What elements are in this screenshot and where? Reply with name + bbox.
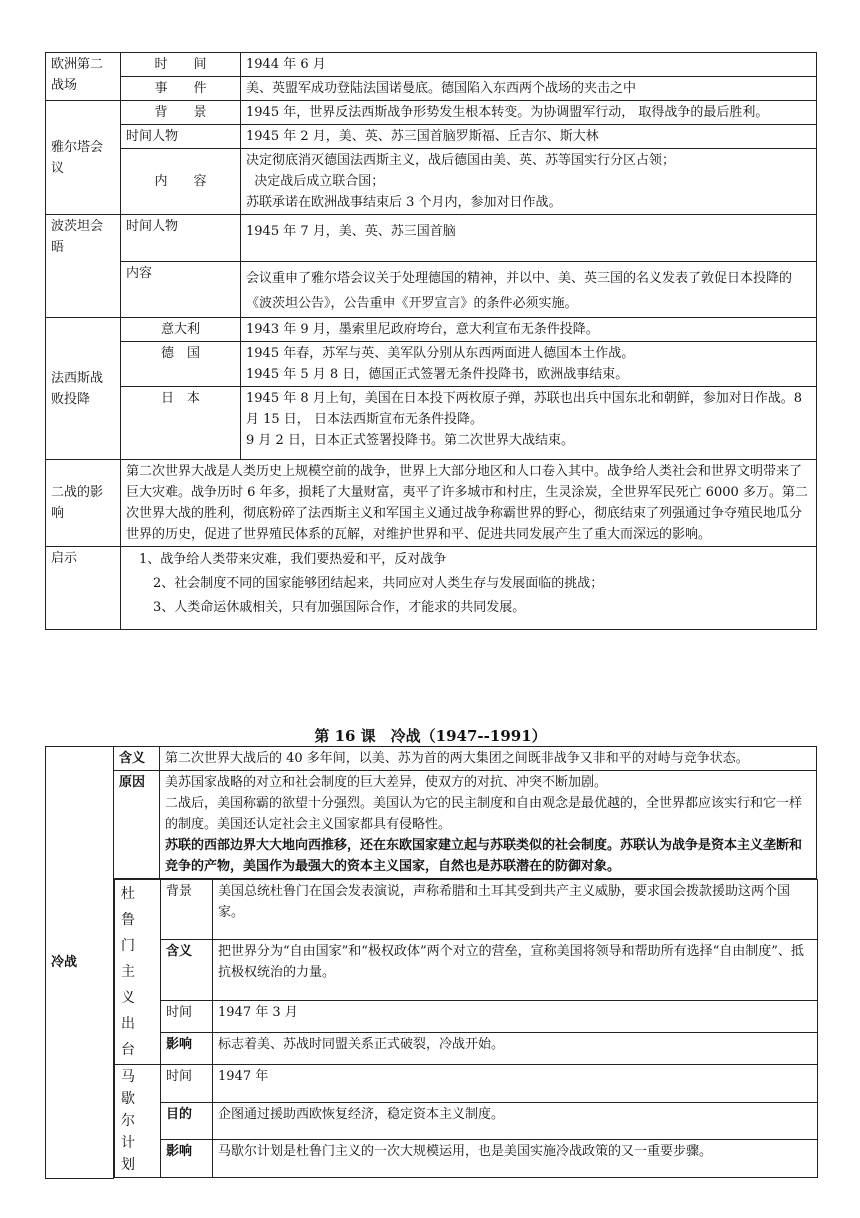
cell-label: 含义 [161, 940, 213, 1000]
text-line: 1、战争给人类带来灾难，我们要热爱和平，反对战争 [139, 552, 447, 567]
table-row [115, 1140, 818, 1178]
text-line: 1945 年 8 月上旬，美国在日本投下两枚原子弹，苏联也出兵中国东北和朝鲜，参加对日作战。8 月 15 日， 日本法西斯宣布无条件投降。 [246, 391, 803, 427]
text-line: 1945 年春，苏军与英、美军队分别从东西两面进人德国本土作战。 [246, 346, 635, 361]
table-row [115, 880, 818, 940]
table-row [46, 149, 817, 215]
table-row [46, 101, 817, 125]
text-line-bold: 苏联的西部边界大大地向西推移，还在东欧国家建立起与苏联类似的社会制度。苏联认为战争是资本主义垄断和竞争的产物，美国作为最强大的资本主义国家，自然也是苏联潜在的防御对象。 [165, 838, 803, 874]
text-line: 1945 年 5 月 8 日，德国正式签署无条件投降书，欧洲战事结束。 [246, 367, 629, 382]
table-row [46, 53, 817, 77]
cell-text [241, 387, 817, 460]
table-row [46, 879, 817, 1179]
text-line: 苏联承诺在欧洲战事结束后 3 个月内，参加对日作战。 [246, 195, 562, 210]
yalta-label: 雅尔塔会议 [46, 101, 121, 215]
cell-text: 会议重申了雅尔塔会议关于处理德国的精神，并以中、美、英三国的名义发表了敦促日本投降的《波茨坦公告》，公告重申《开罗宣言》的条件必须实施。 [241, 262, 817, 318]
cell-label: 时间 [161, 1000, 213, 1032]
truman-label: 杜鲁门主义出台 [115, 880, 161, 1065]
table-row [46, 262, 817, 318]
potsdam-label: 波茨坦会晤 [46, 215, 121, 318]
cell-text: 马歇尔计划是杜鲁门主义的一次大规模运用，也是美国实施冷战政策的又一重要步骤。 [213, 1140, 818, 1178]
text-line: 决定彻底消灭德国法西斯主义，战后德国由美、英、苏等国实行分区占领； [246, 153, 676, 168]
table-row [46, 77, 817, 101]
text-line: 3、人类命运休戚相关，只有加强国际合作，才能求的共同发展。 [153, 600, 526, 615]
cell-label: 时 间 [121, 53, 241, 77]
sub-table [114, 879, 818, 1178]
cell-label: 日 本 [121, 387, 241, 460]
text-line: 二战后，美国称霸的欲望十分强烈。美国认为它的民主制度和自由观念是最优越的，全世界都应该实行和它一样的制度。美国还认定社会主义国家都具有侵略性。 [165, 796, 803, 832]
impact-text: 第二次世界大战是人类历史上规模空前的战争，世界上大部分地区和人口卷入其中。战争给人类社会和世界文明带来了巨大灾难。战争历时 6 年多，损耗了大量财富，夷平了许多城市和村庄，生灵涂炭，全世界军民死亡 6000 多万。第二次世界大战的胜利，彻底粉碎了法西斯主义和军国主义通过战争称霸世界的野心，彻底结束了列强通过争夺殖民地瓜分世界的历史，促进了世界殖民体系的瓦解，对维护世界和平、促进共同发展产生了重大而深远的影响。 [121, 460, 817, 547]
cell-text: 美国总统杜鲁门在国会发表演说，声称希腊和土耳其受到共产主义威胁，要求国会拨款援助这两个国家。 [213, 880, 818, 940]
impact-label: 二战的影响 [46, 460, 121, 547]
cell-text: 标志着美、苏战时同盟关系正式破裂，冷战开始。 [213, 1032, 818, 1064]
table-row [46, 342, 817, 387]
fascist-defeat-label: 法西斯战败投降 [46, 318, 121, 460]
table-row [46, 747, 817, 771]
table-row [115, 940, 818, 1000]
cell-text: 美、英盟军成功登陆法国诺曼底。德国陷入东西两个战场的夹击之中 [241, 77, 817, 101]
cell-text: 第二次世界大战后的 40 多年间，以美、苏为首的两大集团之间既非战争又非和平的对峙与竞争状态。 [160, 747, 817, 771]
ww2-summary-table [45, 52, 817, 630]
cell-text [160, 771, 817, 879]
europe-front-label: 欧洲第二战场 [46, 53, 121, 101]
table-row [115, 1065, 818, 1103]
cell-label: 背 景 [121, 101, 241, 125]
cell-label: 德 国 [121, 342, 241, 387]
text-line: 9 月 2 日，日本正式签署投降书。第二次世界大战结束。 [246, 433, 574, 448]
cell-label: 内容 [121, 262, 241, 318]
cell-label: 时间人物 [121, 125, 241, 149]
cell-text [241, 342, 817, 387]
cell-text: 1947 年 3 月 [213, 1000, 818, 1032]
marshall-label: 马歇尔计划 [115, 1065, 161, 1178]
cell-text: 1947 年 [213, 1065, 818, 1103]
cell-text: 企图通过援助西欧恢复经济，稳定资本主义制度。 [213, 1102, 818, 1140]
cold-war-label: 冷战 [46, 747, 114, 1179]
cell-label: 含义 [114, 747, 160, 771]
cell-text: 1943 年 9 月，墨索里尼政府垮台，意大利宣布无条件投降。 [241, 318, 817, 342]
lesson-title: 第 16 课 冷战（1947--1991） [314, 727, 547, 745]
cold-war-table [45, 746, 817, 1179]
cell-label: 目的 [161, 1102, 213, 1140]
cell-label: 影响 [161, 1140, 213, 1178]
table-row [115, 1102, 818, 1140]
cell-label: 时间 [161, 1065, 213, 1103]
table-row [46, 125, 817, 149]
cell-text: 1945 年 2 月，美、英、苏三国首脑罗斯福、丘吉尔、斯大林 [241, 125, 817, 149]
cell-label: 原因 [114, 771, 160, 879]
cell-label: 背景 [161, 880, 213, 940]
cell-text: 1944 年 6 月 [241, 53, 817, 77]
cell-label: 事 件 [121, 77, 241, 101]
text-line: 决定战后成立联合国； [246, 174, 385, 189]
table-row [46, 215, 817, 262]
lesson-label: 启示 [46, 547, 121, 630]
text-line: 2、社会制度不同的国家能够团结起来，共同应对人类生存与发展面临的挑战； [153, 576, 604, 591]
table-row [115, 1032, 818, 1064]
text-line: 美苏国家战略的对立和社会制度的巨大差异，使双方的对抗、冲突不断加剧。 [165, 775, 608, 790]
table-row [46, 547, 817, 630]
cell-text: 把世界分为“自由国家”和“极权政体”两个对立的营垒，宣称美国将领导和帮助所有选择“自由制度”、抵抗极权统治的力量。 [213, 940, 818, 1000]
table-row [46, 318, 817, 342]
truman-marshall-block [114, 879, 817, 1179]
lesson-text [121, 547, 817, 630]
cell-label: 影响 [161, 1032, 213, 1064]
cell-text [241, 149, 817, 215]
cell-text: 1945 年，世界反法西斯战争形势发生根本转变。为协调盟军行动， 取得战争的最后胜利。 [241, 101, 817, 125]
table-row [46, 387, 817, 460]
table-row [115, 1000, 818, 1032]
cell-label: 意大利 [121, 318, 241, 342]
cell-label: 内 容 [121, 149, 241, 215]
table-row [46, 771, 817, 879]
cell-label: 时间人物 [121, 215, 241, 262]
table-row [46, 460, 817, 547]
cell-text: 1945 年 7 月，美、英、苏三国首脑 [241, 215, 817, 262]
